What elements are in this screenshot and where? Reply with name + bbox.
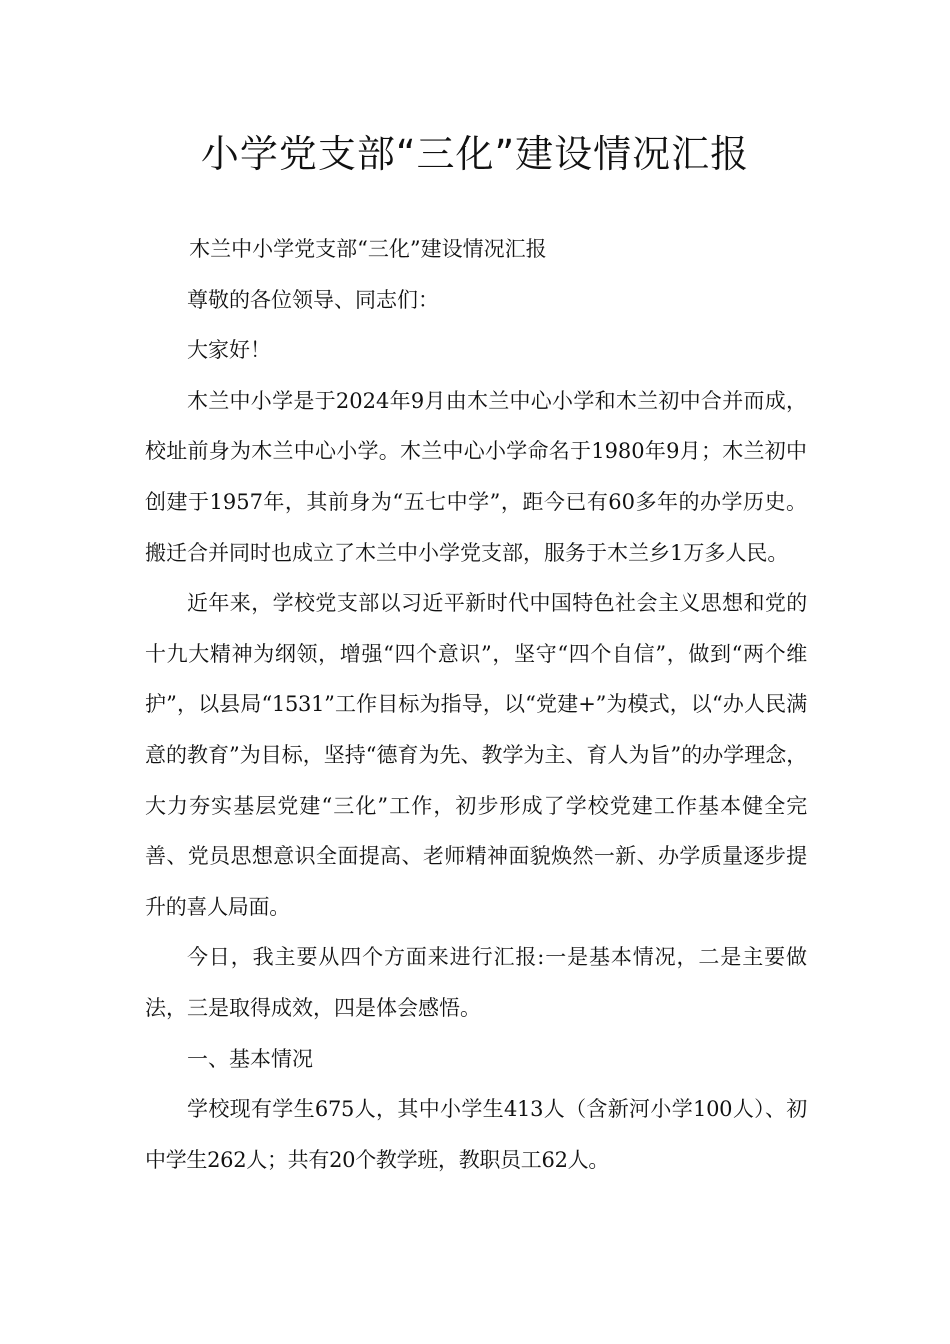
greeting: 大家好！ [187,338,271,363]
section-heading-basic-info: 一、基本情况 [187,1046,313,1071]
paragraph-party-work: 近年来，学校党支部以习近平新时代中国特色社会主义思想和党的十九大精神为纲领，增强“四个意识”，坚守“四个自信”，做到“两个维护”，以县局“1531”工作目标为指导，以“党建+”为模式，以“办人民满意的教育”为目标，坚持“德育为先、教学为主、育人为旨”的办学理念，大力夯实基层党建“三化”工作，初步形成了学校党建工作基本健全完善、党员思想意识全面提高、老师精神面貌焕然一新、办学质量逐步提升的喜人局面。 [145,591,807,919]
paragraph-school-history: 木兰中小学是于2024年9月由木兰中心小学和木兰初中合并而成，校址前身为木兰中心小学。木兰中心小学命名于1980年9月；木兰初中创建于1957年，其前身为“五七中学”，距今已有60多年的办学历史。搬迁合并同时也成立了木兰中小学党支部，服务于木兰乡1万多人民。 [145,388,807,565]
paragraph-report-outline: 今日，我主要从四个方面来进行汇报:一是基本情况，二是主要做法，三是取得成效，四是体会感悟。 [145,945,807,1020]
paragraph-basic-info: 学校现有学生675人，其中小学生413人（含新河小学100人）、初中学生262人；共有20个教学班，教职员工62人。 [145,1097,807,1172]
document-body [145,224,807,1185]
salutation: 尊敬的各位领导、同志们： [187,287,439,312]
document-title: 小学党支部“三化”建设情况汇报 [200,132,750,176]
report-subtitle: 木兰中小学党支部“三化”建设情况汇报 [189,237,547,261]
